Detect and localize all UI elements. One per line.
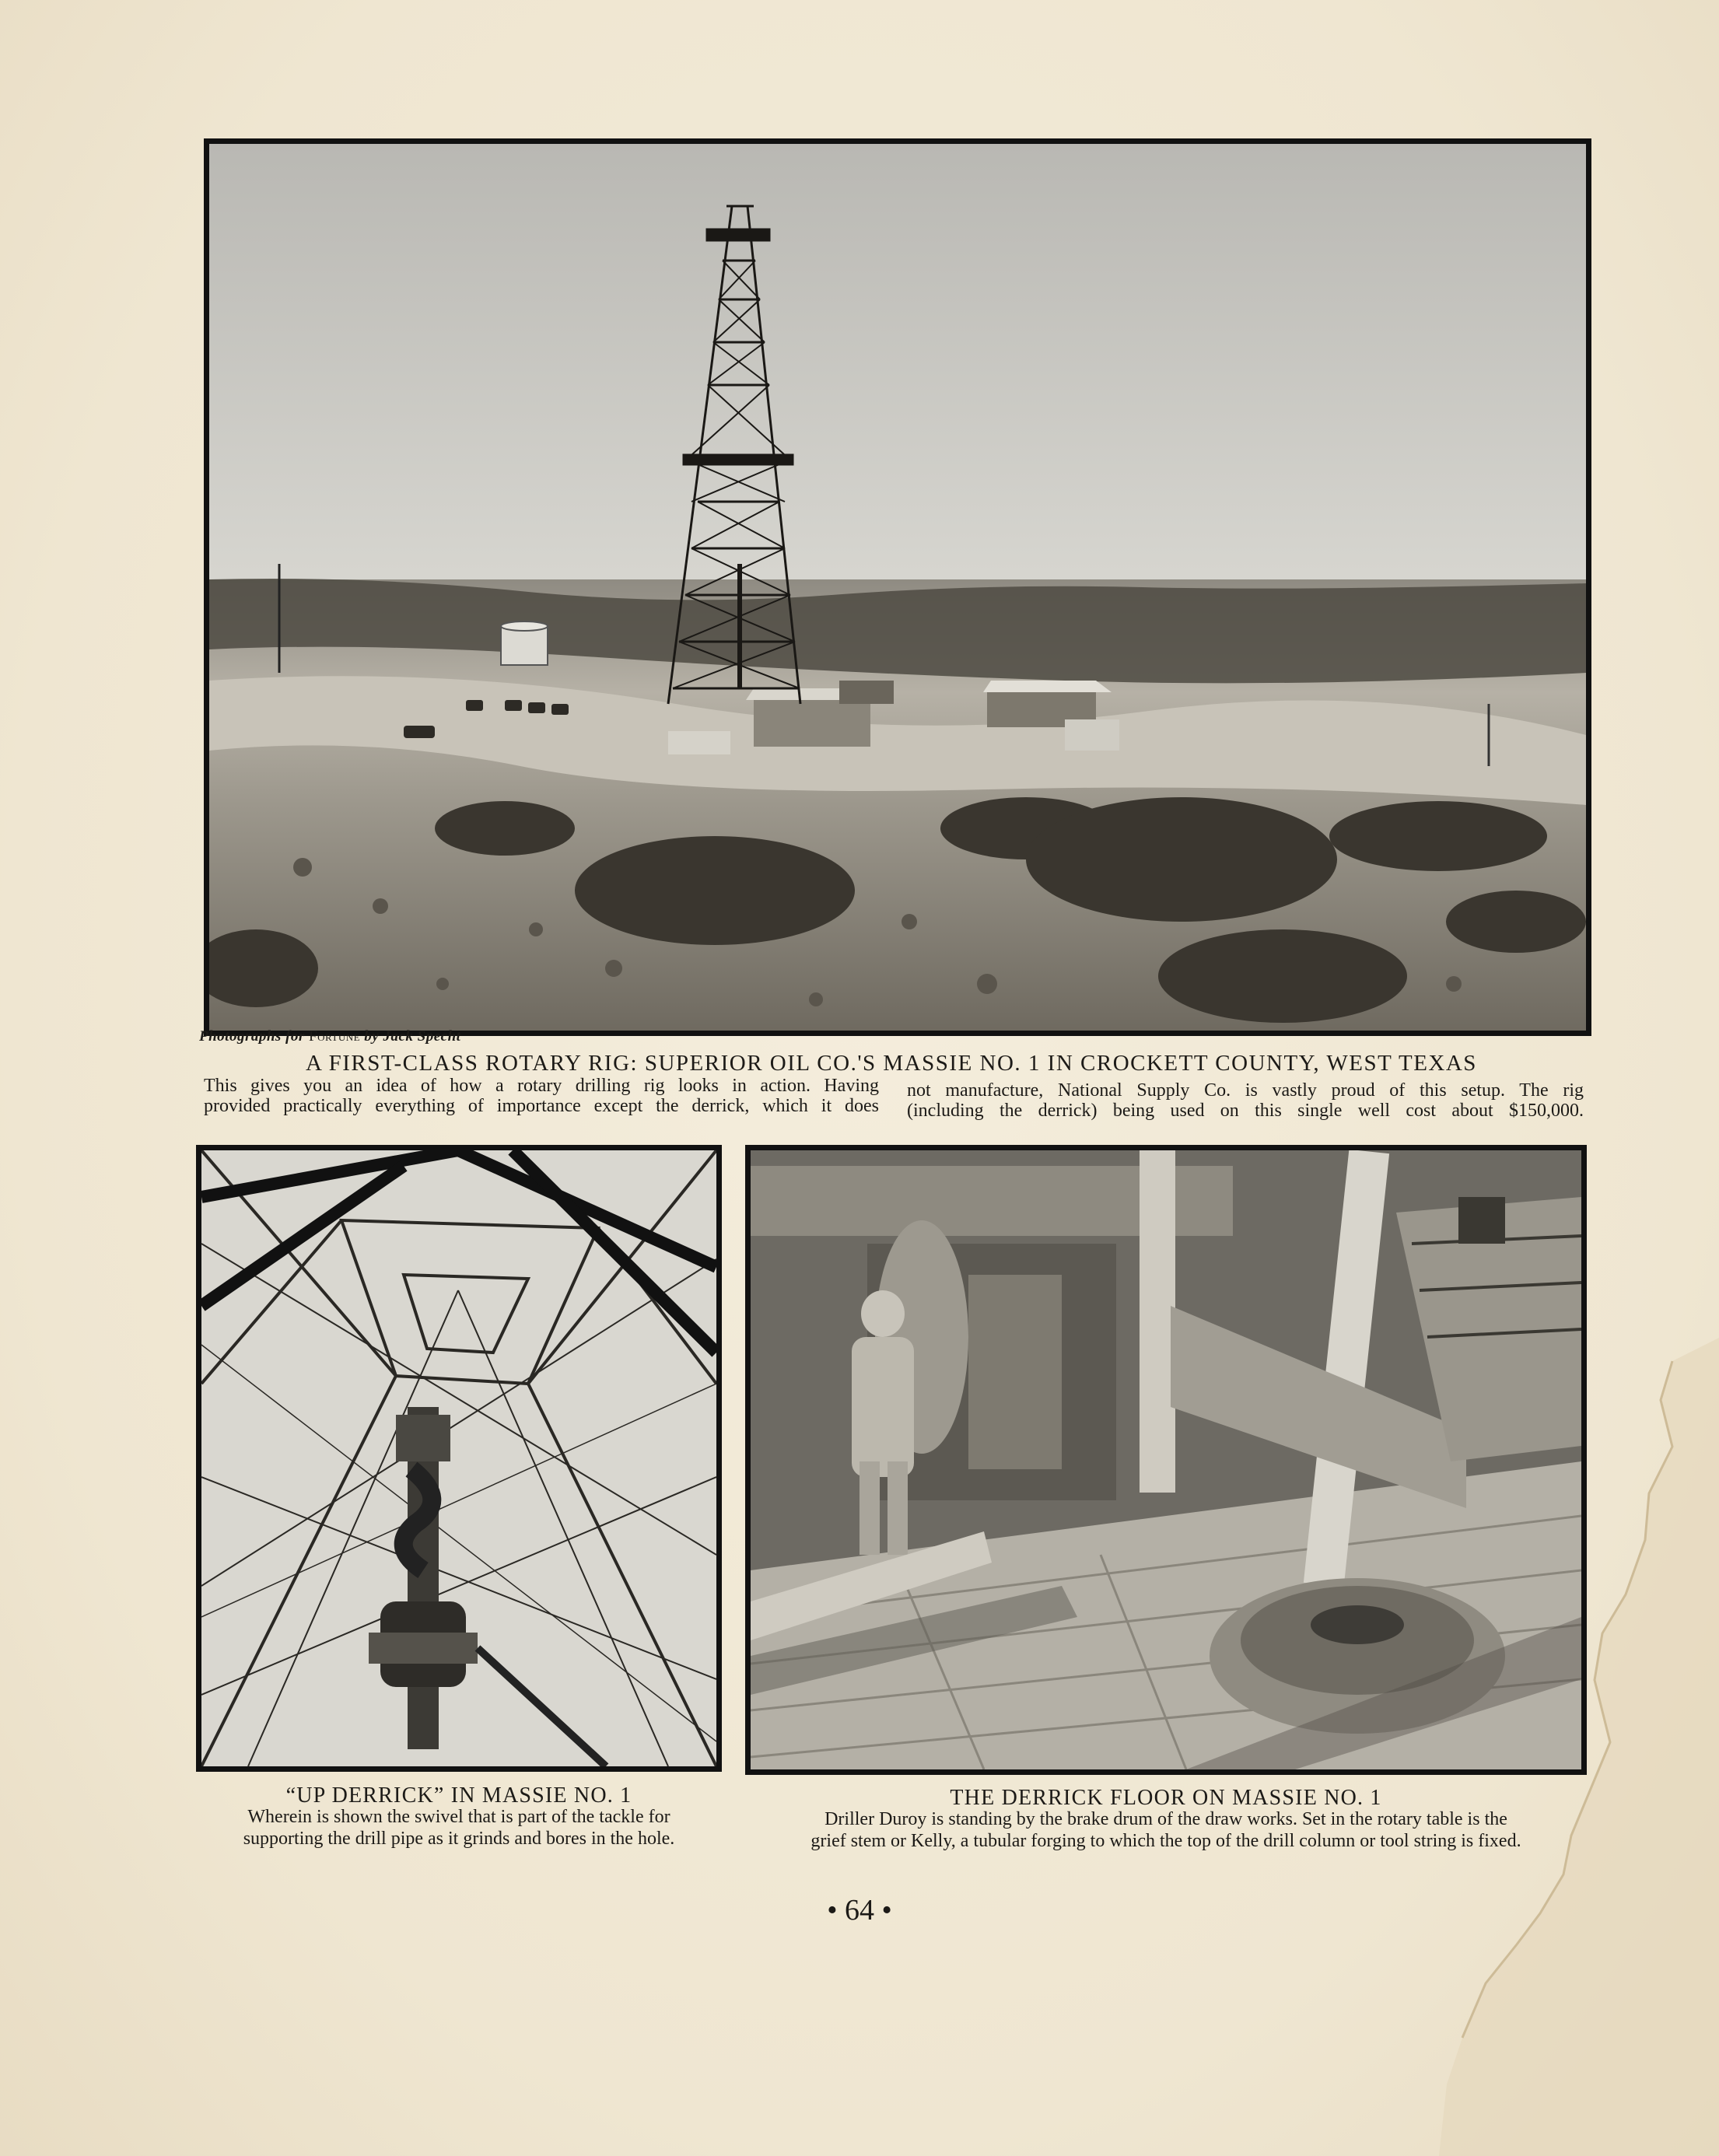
derrick-floor-photo <box>745 1145 1587 1775</box>
rotary-rig-photo <box>204 138 1591 1036</box>
derrick-floor-headline: THE DERRICK FLOOR ON MASSIE NO. 1 <box>950 1786 1382 1810</box>
top-headline: A FIRST-CLASS ROTARY RIG: SUPERIOR OIL CO.'S MASSIE NO. 1 IN CROCKETT COUNTY, WEST TEXAS <box>306 1051 1477 1076</box>
derrick-floor-caption-line-2: grief stem or Kelly, a tubular forging to which the top of the drill column or tool string is fixed. <box>810 1831 1521 1851</box>
top-caption-right-line-2: (including the derrick) being used on this single well cost about $150,000. <box>907 1101 1584 1121</box>
up-derrick-caption-line-2: supporting the drill pipe as it grinds and bores in the hole. <box>243 1829 675 1849</box>
photo-credit: Photographs for Fortune by Jack Specht <box>199 1028 461 1045</box>
up-derrick-caption-line-1: Wherein is shown the swivel that is part of the tackle for <box>247 1807 670 1827</box>
top-caption-left-line-2: provided practically everything of importance except the derrick, which it does <box>204 1096 879 1116</box>
up-derrick-photo <box>196 1145 722 1772</box>
up-derrick-headline: “UP DERRICK” IN MASSIE NO. 1 <box>285 1783 632 1808</box>
top-caption-left-line-1: This gives you an idea of how a rotary drilling rig looks in action. Having <box>204 1076 879 1096</box>
derrick-floor-caption-line-1: Driller Duroy is standing by the brake drum of the draw works. Set in the rotary table is the <box>824 1809 1507 1829</box>
top-caption-right-line-1: not manufacture, National Supply Co. is vastly proud of this setup. The rig <box>907 1080 1584 1101</box>
page-number: • 64 • <box>827 1894 892 1927</box>
